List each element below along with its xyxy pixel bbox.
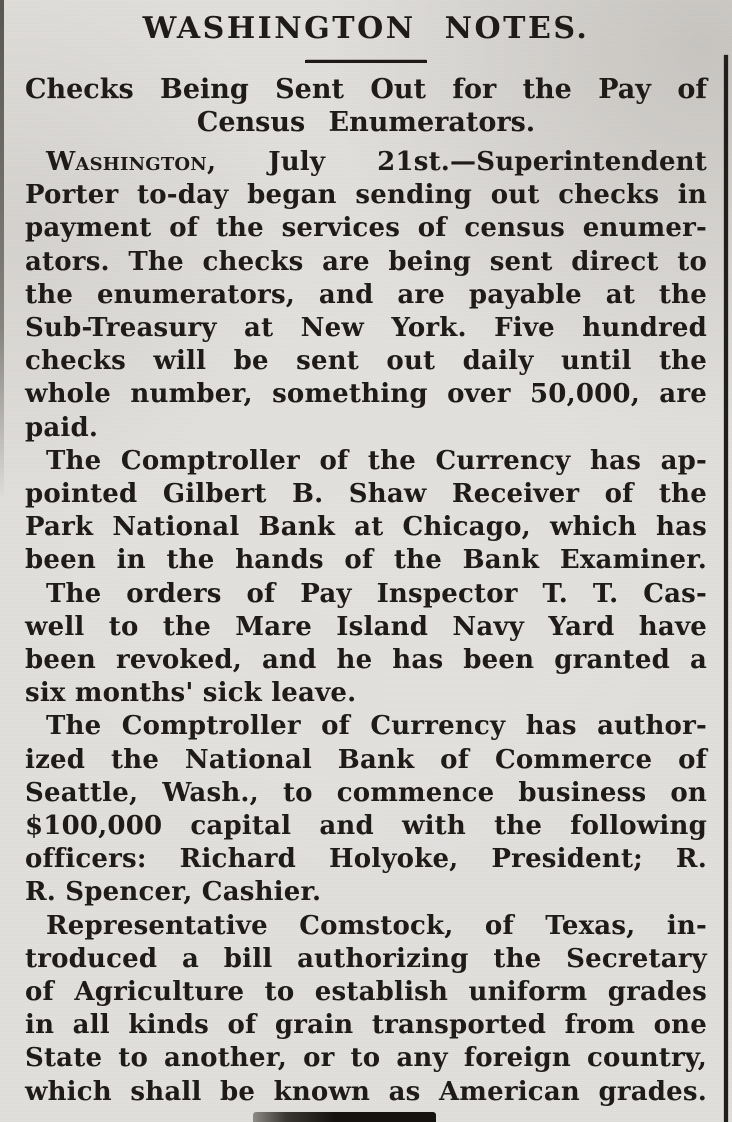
text-line: Seattle, Wash., to commence business on	[25, 777, 707, 808]
text-line: been in the hands of the Bank Examiner.	[25, 545, 707, 576]
paragraph	[25, 445, 707, 578]
text-line: the enumerators, and are payable at the	[25, 279, 707, 310]
text-line: well to the Mare Island Navy Yard have	[25, 611, 707, 642]
subhead-line-1: Checks Being Sent Out for the Pay of	[25, 74, 707, 105]
article-subhead	[25, 73, 707, 139]
text-line: in all kinds of grain transported from one	[25, 1010, 707, 1041]
title-divider	[305, 60, 427, 63]
article-title: WASHINGTON NOTES.	[142, 11, 590, 46]
dateline: Washington,	[46, 147, 217, 177]
text-line-dateline	[25, 146, 707, 179]
paragraph	[25, 910, 707, 1109]
text-line: Park National Bank at Chicago, which has	[25, 512, 707, 543]
paragraph	[25, 578, 707, 711]
scan-edge-artifact	[0, 0, 4, 500]
text-line: whole number, something over 50,000, are	[25, 379, 707, 410]
text-line: The Comptroller of the Currency has ap-	[46, 445, 707, 476]
text-line: pointed Gilbert B. Shaw Receiver of the	[25, 479, 707, 510]
text-line: Representative Comstock, of Texas, in-	[46, 910, 707, 941]
subhead-line-2: Census Enumerators.	[196, 107, 536, 138]
text-line: ators. The checks are being sent direct to	[25, 246, 707, 277]
dateline-rest: July 21st.—Superintendent	[268, 147, 707, 177]
text-line: Sub-Treasury at New York. Five hundred	[25, 313, 707, 344]
text-line: which shall be known as American grades.	[25, 1076, 707, 1107]
text-line: Porter to-day began sending out checks in	[25, 180, 707, 211]
article-column	[25, 0, 707, 1109]
text-line: payment of the services of census enumer-	[25, 213, 707, 244]
article-body	[25, 146, 707, 1109]
text-line: R. Spencer, Cashier.	[25, 877, 322, 908]
text-line: troduced a bill authorizing the Secretary	[25, 943, 707, 974]
text-line: six months' sick leave.	[25, 678, 357, 709]
text-line: The Comptroller of Currency has author-	[46, 711, 707, 742]
next-article-rule	[253, 1112, 436, 1122]
paragraph	[25, 146, 707, 445]
text-line: of Agriculture to establish uniform grades	[25, 977, 707, 1008]
column-rule-right	[724, 55, 728, 1122]
text-line: been revoked, and he has been granted a	[25, 645, 707, 676]
text-line: State to another, or to any foreign country,	[25, 1043, 707, 1074]
paragraph	[25, 710, 707, 909]
text-line: The orders of Pay Inspector T. T. Cas-	[46, 578, 707, 609]
text-line: ized the National Bank of Commerce of	[25, 744, 707, 775]
text-line: officers: Richard Holyoke, President; R.	[25, 844, 707, 875]
text-line: $100,000 capital and with the following	[25, 811, 707, 842]
text-line: checks will be sent out daily until the	[25, 346, 707, 377]
text-line: paid.	[25, 412, 99, 443]
